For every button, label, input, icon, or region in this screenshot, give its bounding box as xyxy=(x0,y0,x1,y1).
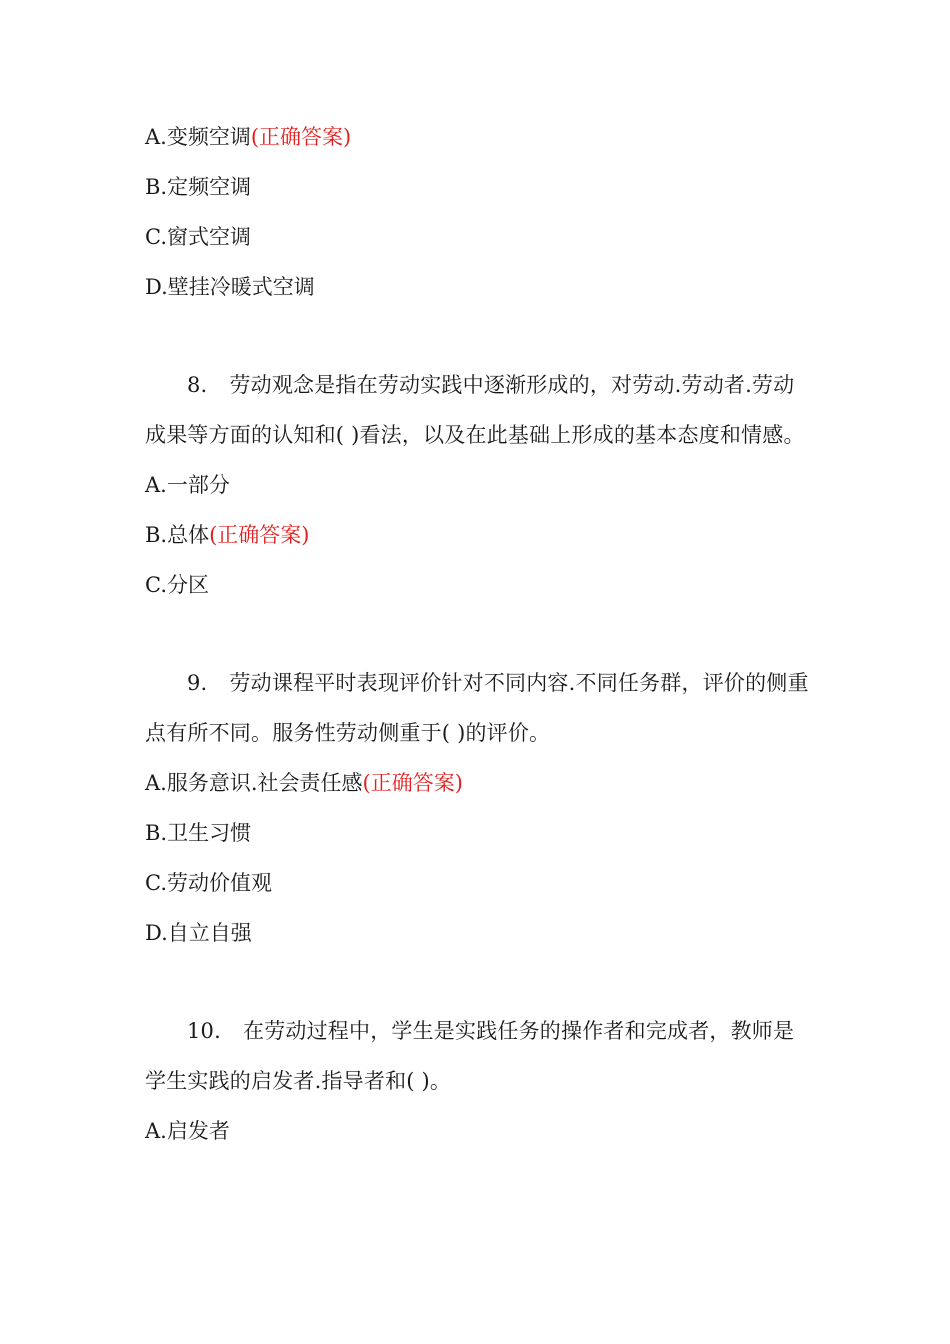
correct-answer-mark: (正确答案) xyxy=(209,523,310,547)
question-number: 8. xyxy=(187,373,208,397)
question-stem xyxy=(145,360,810,460)
question-text: 劳动课程平时表现评价针对不同内容.不同任务群，评价的侧重点有所不同。服务性劳动侧重于( )的评价。 xyxy=(145,671,809,745)
option-text: A.变频空调 xyxy=(145,125,251,149)
option-c xyxy=(145,560,810,610)
document-content xyxy=(145,112,810,1156)
correct-answer-mark: (正确答案) xyxy=(362,771,463,795)
question-stem xyxy=(145,658,810,758)
question-text: 在劳动过程中，学生是实践任务的操作者和完成者，教师是学生实践的启发者.指导者和( )。 xyxy=(145,1019,795,1093)
option-c xyxy=(145,858,810,908)
question-stem xyxy=(145,1006,810,1106)
question-8 xyxy=(145,360,810,610)
question-text: 劳动观念是指在劳动实践中逐渐形成的，对劳动.劳动者.劳动成果等方面的认知和( )看法，以及在此基础上形成的基本态度和情感。 xyxy=(145,373,805,447)
option-text: D.壁挂冷暖式空调 xyxy=(145,275,315,299)
question-10 xyxy=(145,1006,810,1156)
option-text: A.一部分 xyxy=(145,473,230,497)
option-a xyxy=(145,460,810,510)
option-a xyxy=(145,758,810,808)
option-d xyxy=(145,262,810,312)
option-text: A.启发者 xyxy=(145,1119,230,1143)
option-c xyxy=(145,212,810,262)
question-9 xyxy=(145,658,810,958)
option-b xyxy=(145,510,810,560)
option-text: A.服务意识.社会责任感 xyxy=(145,771,363,795)
option-text: C.劳动价值观 xyxy=(145,871,272,895)
question-number: 9. xyxy=(187,671,208,695)
option-d xyxy=(145,908,810,958)
option-b xyxy=(145,808,810,858)
correct-answer-mark: (正确答案) xyxy=(250,125,352,149)
option-text: B.总体 xyxy=(145,523,210,547)
option-a xyxy=(145,112,810,162)
option-b xyxy=(145,162,810,212)
question-7-options xyxy=(145,112,810,312)
option-text: C.分区 xyxy=(145,573,209,597)
option-text: B.卫生习惯 xyxy=(145,821,252,845)
option-a xyxy=(145,1106,810,1156)
option-text: C.窗式空调 xyxy=(145,225,251,249)
option-text: B.定频空调 xyxy=(145,175,252,199)
question-number: 10. xyxy=(187,1019,221,1043)
option-text: D.自立自强 xyxy=(145,921,252,945)
